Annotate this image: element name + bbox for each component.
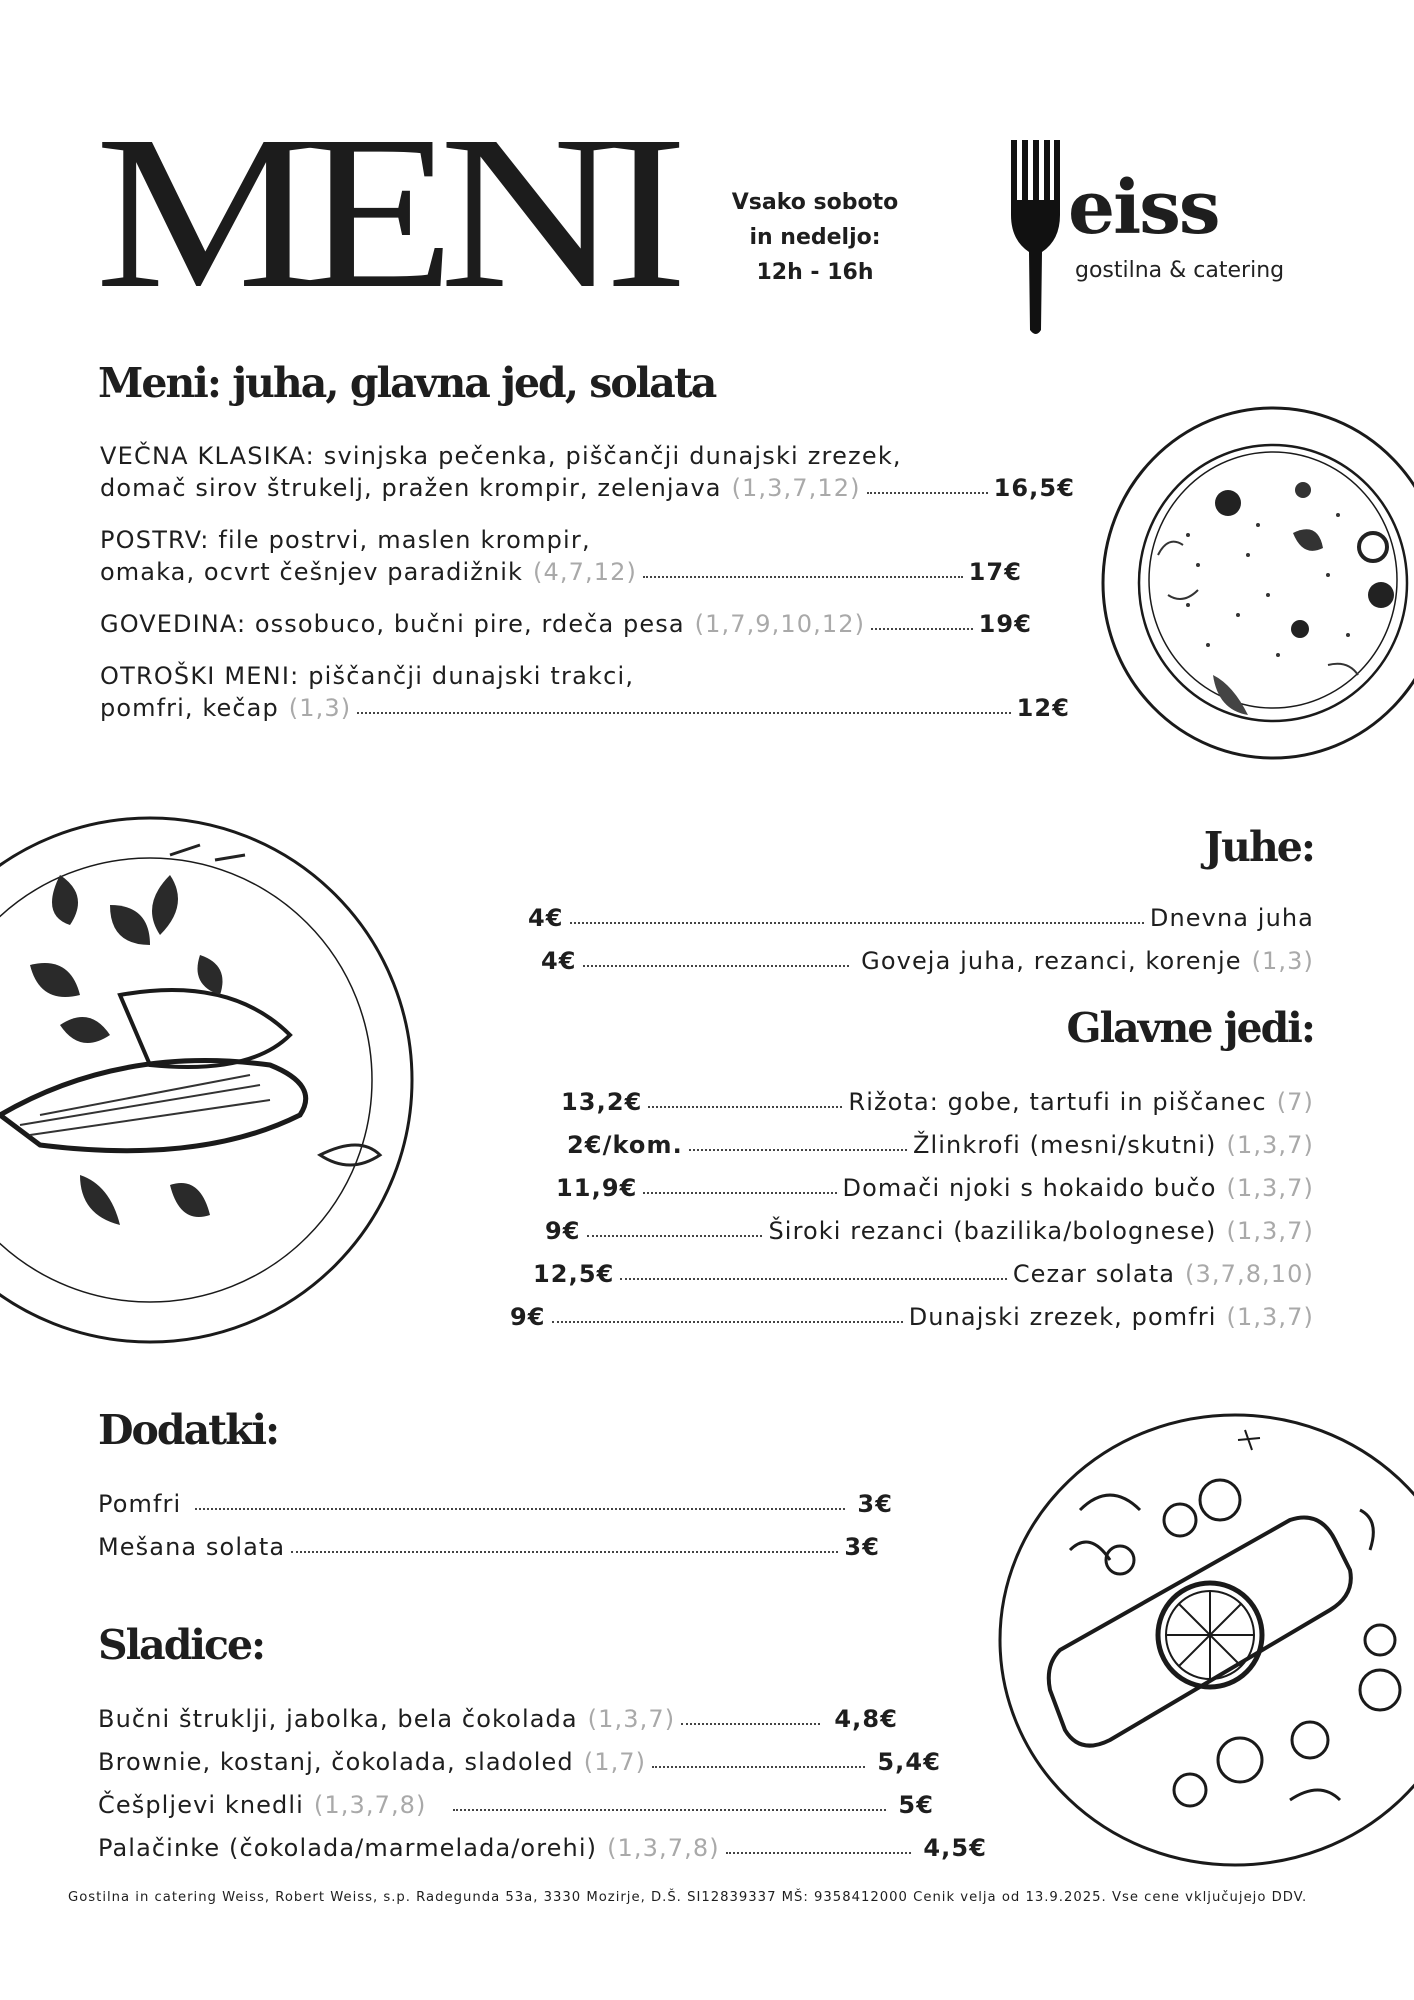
desserts-heading: Sladice: <box>98 1621 265 1669</box>
side-row <box>98 1488 893 1520</box>
menu-item-name: Bučni štruklji, jabolka, bela čokolada <box>98 1705 578 1733</box>
dot-leader <box>552 1301 903 1323</box>
set-menu-heading: Meni: juha, glavna jed, solata <box>98 359 716 407</box>
price: 12€ <box>1016 694 1070 722</box>
price: 4,8€ <box>834 1705 898 1733</box>
menu-item-name: omaka, ocvrt češnjev paradižnik <box>100 558 524 586</box>
menu-item-name: Cezar solata <box>1012 1260 1176 1288</box>
mains-heading: Glavne jedi: <box>1066 1004 1314 1052</box>
dot-leader <box>681 1703 820 1725</box>
menu-item-row <box>100 556 1022 588</box>
menu-item-name: Žlinkrofi (mesni/skutni) <box>912 1131 1217 1159</box>
price: 4,5€ <box>923 1834 987 1862</box>
menu-item-name: Domači njoki s hokaido bučo <box>842 1174 1217 1202</box>
dessert-row <box>98 1703 898 1735</box>
dot-leader <box>867 472 988 494</box>
footer-info: Gostilna in catering Weiss, Robert Weiss, s.p. Radegunda 53a, 3330 Mozirje, D.Š. SI12839337 MŠ: 9358412000 Cenik velja od 13.9.2025. Vse cene vključujejo DDV. <box>68 1890 1308 1905</box>
hours-line: Vsako soboto <box>731 190 899 215</box>
dot-leader <box>570 902 1144 924</box>
dot-leader <box>726 1832 912 1854</box>
dot-leader <box>652 1746 865 1768</box>
dot-leader <box>291 1531 838 1553</box>
fish-plate-illustration <box>990 1410 1414 1874</box>
menu-item-name: Dnevna juha <box>1149 904 1314 932</box>
fork-logo-icon <box>1008 140 1064 340</box>
soups-heading: Juhe: <box>1203 823 1314 871</box>
main-row <box>510 1301 1314 1333</box>
allergens: (3,7,8,10) <box>1185 1260 1314 1288</box>
allergens: (1,3,7,8) <box>607 1834 720 1862</box>
soup-plate-illustration <box>1098 405 1414 765</box>
menu-item-row <box>100 608 1032 640</box>
price: 2€/kom. <box>567 1131 683 1159</box>
allergens: (1,3) <box>288 694 352 722</box>
menu-item-name: pomfri, kečap <box>100 694 279 722</box>
allergens: (1,3,7,12) <box>731 474 861 502</box>
dot-leader <box>620 1258 1006 1280</box>
allergens: (1,3,7) <box>1226 1174 1314 1202</box>
salad-plate-illustration <box>0 815 418 1349</box>
menu-item-row <box>100 692 1070 724</box>
allergens: (1,3) <box>1251 947 1314 975</box>
hours-line: 12h - 16h <box>756 260 874 285</box>
allergens: (1,3,7) <box>1226 1217 1314 1245</box>
allergens: (1,7) <box>583 1748 647 1776</box>
price: 4€ <box>541 947 577 975</box>
dessert-row <box>98 1789 934 1821</box>
dot-leader <box>643 556 963 578</box>
sides-heading: Dodatki: <box>98 1406 279 1454</box>
main-row <box>533 1258 1314 1290</box>
allergens: (1,3,7) <box>1226 1131 1314 1159</box>
main-row <box>561 1086 1314 1118</box>
side-row <box>98 1531 880 1563</box>
price: 12,5€ <box>533 1260 615 1288</box>
menu-item-name: Palačinke (čokolada/marmelada/orehi) <box>98 1834 598 1862</box>
menu-item-name: Pomfri <box>98 1490 182 1518</box>
menu-item-row <box>100 472 1075 504</box>
allergens: (7) <box>1276 1088 1314 1116</box>
page-title: MENI <box>95 90 673 334</box>
price: 19€ <box>978 610 1032 638</box>
dot-leader <box>195 1488 845 1510</box>
price: 9€ <box>545 1217 581 1245</box>
dot-leader <box>357 692 1010 714</box>
menu-item-name: Goveja juha, rezanci, korenje <box>861 947 1242 975</box>
menu-item-line: POSTRV: file postrvi, maslen krompir, <box>100 526 591 554</box>
dot-leader <box>871 608 973 630</box>
dot-leader <box>643 1172 836 1194</box>
dot-leader <box>648 1086 842 1108</box>
price: 3€ <box>857 1490 893 1518</box>
menu-item-name: Mešana solata <box>98 1533 286 1561</box>
set-menu-list <box>100 440 1075 724</box>
menu-item-name: Rižota: gobe, tartufi in piščanec <box>848 1088 1267 1116</box>
menu-item-name: Češpljevi knedli <box>98 1791 304 1819</box>
menu-item-line: OTROŠKI MENI: piščančji dunajski trakci, <box>100 662 635 690</box>
main-row <box>567 1129 1314 1161</box>
allergens: (4,7,12) <box>533 558 637 586</box>
logo-name: eiss <box>1068 165 1219 251</box>
price: 5,4€ <box>877 1748 941 1776</box>
menu-item-name: Dunajski zrezek, pomfri <box>908 1303 1217 1331</box>
dot-leader <box>587 1215 763 1237</box>
main-row <box>556 1172 1314 1204</box>
menu-item-line: VEČNA KLASIKA: svinjska pečenka, piščančji dunajski zrezek, <box>100 442 902 470</box>
dot-leader <box>583 945 850 967</box>
dessert-row <box>98 1832 987 1864</box>
dessert-row <box>98 1746 941 1778</box>
dot-leader <box>689 1129 907 1151</box>
logo-subtitle: gostilna & catering <box>1075 258 1285 283</box>
soup-row <box>541 945 1314 977</box>
price: 4€ <box>528 904 564 932</box>
dot-leader <box>453 1789 887 1811</box>
main-row <box>545 1215 1314 1247</box>
price: 13,2€ <box>561 1088 643 1116</box>
price: 11,9€ <box>556 1174 638 1202</box>
allergens: (1,3,7) <box>587 1705 676 1733</box>
price: 3€ <box>844 1533 880 1561</box>
price: 17€ <box>968 558 1022 586</box>
soup-row <box>528 902 1314 934</box>
allergens: (1,3,7,8) <box>313 1791 427 1819</box>
menu-item-name: GOVEDINA: ossobuco, bučni pire, rdeča pesa <box>100 610 685 638</box>
allergens: (1,7,9,10,12) <box>694 610 866 638</box>
hours-line: in nedeljo: <box>749 225 881 250</box>
price: 9€ <box>510 1303 546 1331</box>
opening-hours <box>715 185 915 290</box>
menu-item-name: Široki rezanci (bazilika/bolognese) <box>768 1217 1217 1245</box>
price: 5€ <box>898 1791 934 1819</box>
price: 16,5€ <box>993 474 1075 502</box>
menu-item-name: Brownie, kostanj, čokolada, sladoled <box>98 1748 574 1776</box>
menu-item-name: domač sirov štrukelj, pražen krompir, zelenjava <box>100 474 722 502</box>
allergens: (1,3,7) <box>1226 1303 1314 1331</box>
